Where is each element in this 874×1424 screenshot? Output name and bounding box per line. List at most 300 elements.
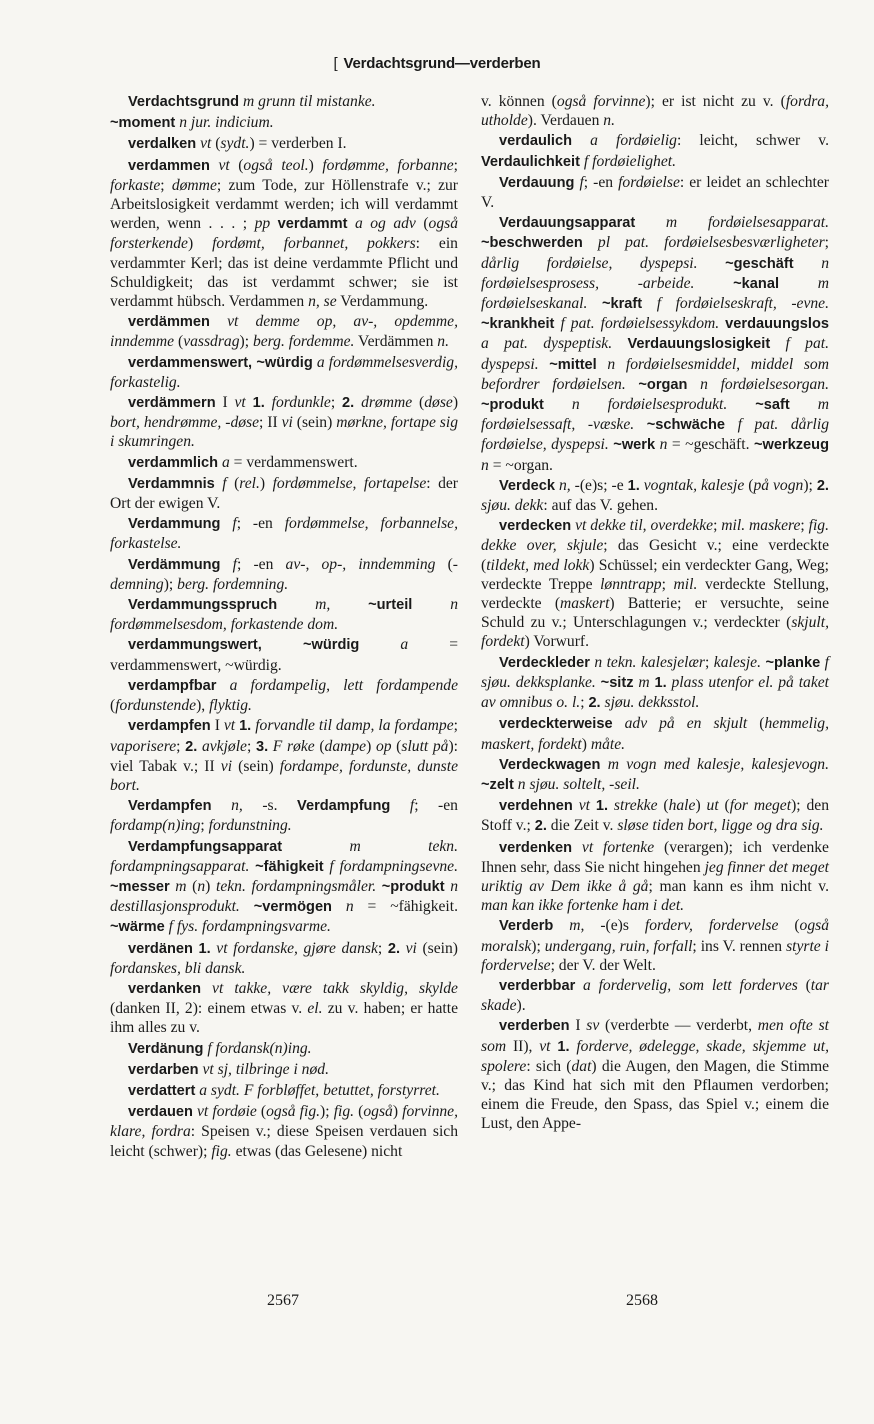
italic-text: strekke <box>613 797 658 815</box>
entry-text: : er leidet an schlechter V. <box>481 173 829 212</box>
entry-text <box>216 677 229 694</box>
italic-text: adv på en skjult <box>624 715 748 733</box>
italic-text: a fordømmelsesverdig, forkastelig. <box>110 353 458 391</box>
italic-text: n jur. indicium. <box>179 114 274 132</box>
entry-text <box>583 234 598 251</box>
italic-text: a <box>221 453 230 471</box>
dictionary-entry <box>110 1102 458 1161</box>
italic-text: hemmelig, maskert, fordekt <box>481 715 830 753</box>
entry-text <box>727 396 755 413</box>
headword: 1. <box>627 477 640 494</box>
italic-text: vt sj, tilbringe i nød. <box>202 1060 329 1078</box>
entry-text: ; <box>705 653 714 671</box>
italic-text: dat <box>571 1057 592 1075</box>
entry-text: ); <box>320 1103 334 1121</box>
headword: ~organ <box>638 376 688 393</box>
italic-text: fig. <box>211 1142 232 1160</box>
headword: ~krankheit <box>481 316 555 333</box>
entry-text: ; -en <box>236 515 285 533</box>
headword: 2. <box>534 818 547 835</box>
headword: Verdeckleder <box>499 654 590 671</box>
dictionary-entry <box>110 1039 458 1059</box>
italic-text: m tekn. fordampningsapparat. <box>110 837 458 875</box>
dictionary-entry <box>481 714 829 753</box>
italic-text: sløse tiden bort, ligge og dra sig. <box>617 817 824 835</box>
italic-text: n, se <box>308 293 337 311</box>
italic-text: n fordøielsesprodukt. <box>571 396 728 414</box>
italic-text: m fordøielsesapparat. <box>665 214 829 232</box>
headword: ~zelt <box>481 776 514 793</box>
italic-text: plass utenfor el. på taket av omnibus o. l. <box>481 673 829 712</box>
headword: verdampfen <box>128 718 211 735</box>
entry-text: (danken II, 2): einem etwas v. <box>110 1000 308 1018</box>
headword: 1. <box>252 395 265 412</box>
italic-text: sydt. <box>220 135 250 153</box>
entry-text <box>265 394 272 411</box>
entry-text <box>212 797 232 814</box>
italic-text: n <box>197 877 206 895</box>
headword: verdammlich <box>128 454 219 471</box>
headword: Verdammnis <box>128 475 215 492</box>
headword: ~mittel <box>549 356 597 373</box>
entry-text <box>725 416 738 433</box>
entry-text: Verdammung. <box>336 293 429 311</box>
italic-text: tildekt, med lokk <box>486 556 590 574</box>
italic-text: m vogn med kalesje, kalesjevogn. <box>607 755 830 773</box>
entry-text: (sein) <box>292 414 337 432</box>
dictionary-entry <box>110 939 458 978</box>
entry-text <box>201 980 212 997</box>
headword: ~produkt <box>381 878 445 895</box>
entry-text: : sich ( <box>526 1057 572 1075</box>
headword: Verdammung <box>128 516 221 533</box>
italic-text: f pat. fordøielsessykdom. <box>560 315 720 333</box>
italic-text: mørkne, fortape sig i skumringen. <box>110 414 458 451</box>
headword: verdänen <box>128 940 193 957</box>
italic-text: fordømt, forbannet, pokkers <box>212 235 416 253</box>
italic-text: måte. <box>590 735 626 753</box>
italic-text: m, <box>315 596 331 614</box>
headword: 1. <box>654 674 667 691</box>
italic-text: n sjøu. soltelt, -seil. <box>517 775 640 793</box>
headword: Verdeckwagen <box>499 756 601 773</box>
italic-text: styrte i fordervelse <box>481 937 829 974</box>
italic-text: fordunstende <box>115 697 197 715</box>
headword: ~geschäft <box>725 255 794 272</box>
italic-text: n fordømmelsesdom, forkastende dom. <box>110 596 458 634</box>
entry-text: ); er ist nicht zu v. ( <box>645 93 786 110</box>
dictionary-entry <box>110 979 458 1038</box>
entry-text: ; <box>824 234 829 252</box>
entry-text: ; <box>800 517 809 535</box>
italic-text: dømme <box>171 176 217 194</box>
italic-text: fordøielse <box>618 173 680 191</box>
italic-text: vt <box>234 394 246 412</box>
entry-text <box>332 898 346 915</box>
italic-text: hale <box>668 797 696 815</box>
headword: ~messer <box>110 878 170 895</box>
italic-text: mil. maskere <box>721 517 801 535</box>
headword: verdehnen <box>499 798 573 815</box>
entry-text: ( <box>256 1103 267 1121</box>
dictionary-entry <box>110 1060 458 1080</box>
italic-text: a fordervelig, som lett forderves <box>583 976 798 994</box>
entry-text <box>600 756 607 773</box>
entry-text: ; zum Tode, zur Höllenstrafe v.; zur Arbeitslosigkeit verdammt werden; ich will verdammt werden, wenn . . . ; <box>110 176 458 233</box>
italic-text: a <box>400 636 409 654</box>
entry-text: ); <box>531 937 545 955</box>
italic-text: berg. fordemning. <box>177 575 289 593</box>
italic-text: vt <box>200 135 212 153</box>
entry-text <box>539 356 550 373</box>
entry-text: (verargen); ich verdenke Ihnen sehr, dass Sie nicht hingehen <box>481 838 829 876</box>
headword: 2. <box>185 738 198 755</box>
entry-text: ( <box>657 797 669 815</box>
italic-text: tekn. fordampningsmåler. <box>216 877 377 895</box>
headword: ~urteil <box>368 597 413 614</box>
italic-text: fordømme, forbanne <box>322 156 454 174</box>
italic-text: f <box>222 474 227 492</box>
italic-text: tar skade <box>481 976 829 1015</box>
italic-text: vi <box>220 757 233 775</box>
dictionary-entry <box>110 134 458 154</box>
dictionary-entry <box>110 555 458 594</box>
headword: Verdauungsapparat <box>499 215 636 232</box>
entry-text: ) <box>392 1103 403 1121</box>
italic-text: f sjøu. dekksplanke. <box>481 653 829 691</box>
headword: Verdeck <box>499 477 555 494</box>
dictionary-entry <box>110 635 458 674</box>
italic-text: m, <box>569 917 585 935</box>
italic-text: man kan ikke fortenke ham i det. <box>481 897 685 915</box>
headword: 1. <box>198 940 211 957</box>
entry-text <box>359 636 400 653</box>
entry-text: : der Ort der ewigen V. <box>110 474 458 513</box>
headword: verdauen <box>128 1104 193 1121</box>
italic-text: n. <box>603 112 615 130</box>
headword: verdämmen <box>128 314 210 331</box>
entry-text: ; <box>377 939 388 957</box>
entry-text: : ein verdammter Kerl; das ist deine verdammte Pflicht und Schuldigkeit; das ist verdammt schwer; sie ist verdammt hübsch. Verdammen <box>110 235 458 311</box>
headword: verderben <box>499 1018 570 1035</box>
italic-text: på vogn <box>753 476 804 494</box>
entry-text <box>412 596 450 613</box>
italic-text: rel. <box>239 474 260 492</box>
headword: verdammenswert, ~würdig <box>128 354 313 371</box>
italic-text: ut <box>706 797 719 815</box>
entry-text: (sein) <box>416 939 458 957</box>
headword: verdarben <box>128 1061 199 1078</box>
italic-text: bort, hendrømme, -døse <box>110 414 260 432</box>
headword: verdauungslos <box>725 316 829 333</box>
headword: verdammungswert, ~würdig <box>128 637 360 654</box>
entry-text: ; <box>580 694 589 712</box>
italic-text: kalesje. <box>713 653 761 671</box>
entry-text: ): viel Tabak v.; II <box>110 737 459 775</box>
page-number-right: 2568 <box>626 1292 658 1309</box>
italic-text: fig. dekke over, skjule <box>481 517 830 555</box>
italic-text: vt fordanske, gjøre dansk <box>216 939 378 957</box>
headword: ~planke <box>765 654 821 671</box>
italic-text: a sydt. F forbløffet, betuttet, forstyrret. <box>199 1081 440 1099</box>
entry-text: -(e)s; -e <box>570 476 628 494</box>
italic-text: fordamp(n)ing <box>110 817 201 835</box>
italic-text: slutt på <box>401 737 449 755</box>
italic-text: av-, op-, inndemming <box>285 555 436 573</box>
headword: ~fähigkeit <box>255 858 324 875</box>
headword: verdammt <box>277 216 348 233</box>
italic-text: f fordøielighet. <box>583 152 676 170</box>
italic-text: el. <box>307 1000 323 1018</box>
header-title: Verdachtsgrund—verderben <box>343 55 541 72</box>
entry-text <box>240 898 254 915</box>
italic-text: fordra, utholde <box>481 93 830 130</box>
italic-text: vi <box>405 939 417 957</box>
italic-text: -demning <box>110 555 458 593</box>
italic-text: vt <box>218 156 230 174</box>
entry-text: ); den Stoff v.; <box>481 797 829 835</box>
italic-text: n <box>345 898 354 916</box>
headword: 2. <box>816 477 829 494</box>
entry-text: verdeckte Stellung, verdeckte ( <box>481 575 829 613</box>
entry-text <box>587 295 602 312</box>
entry-text <box>635 214 666 231</box>
entry-text: I <box>215 394 235 412</box>
entry-text: = verdammenswert, ~würdig. <box>110 636 458 674</box>
entry-text <box>270 215 278 232</box>
italic-text: vt takke, være takk skyldig, skylde <box>212 979 458 997</box>
entry-text: ) <box>581 735 591 753</box>
entry-text: ). Verdauen <box>527 112 604 130</box>
italic-text: f fordansk(n)ing. <box>207 1039 312 1057</box>
header-bracket: [ <box>333 55 338 72</box>
italic-text: n destillasjonsprodukt. <box>110 877 458 916</box>
entry-text <box>790 396 818 413</box>
italic-text: vt demme op, av-, opdemme, inndemme <box>110 313 458 351</box>
dictionary-entry <box>110 595 458 634</box>
italic-text: maskert <box>560 595 610 613</box>
entry-text: = ~fähigkeit. <box>353 898 458 916</box>
entry-text: : Speisen v.; diese Speisen verdauen sich leicht (schwer); <box>110 1123 459 1160</box>
entry-text: ; <box>330 394 343 412</box>
italic-text: drømme <box>361 394 413 412</box>
entry-text: ; -en <box>236 555 286 573</box>
headword: ~vermögen <box>253 899 332 916</box>
entry-text: = verdammenswert. <box>229 453 358 471</box>
running-header <box>0 55 874 72</box>
dictionary-entry <box>110 453 458 473</box>
headword: ~schwäche <box>646 417 726 434</box>
italic-text: a og adv <box>354 215 416 233</box>
italic-text: også teol. <box>243 156 309 174</box>
italic-text: forderve, ødelegge, skade, skjemme ut, spolere <box>481 1037 829 1075</box>
headword: 2. <box>387 940 400 957</box>
entry-text <box>634 416 647 433</box>
headword: 1. <box>595 798 609 815</box>
italic-text: n, <box>231 797 243 815</box>
entry-text: = ~geschäft. <box>667 436 754 454</box>
entry-text: ) Vorwurf. <box>524 633 589 651</box>
dictionary-entry <box>110 156 458 312</box>
entry-text <box>770 335 785 352</box>
italic-text: m <box>638 673 650 691</box>
entry-text: ) Batterie; er versuchte, seine Schuld zu v.; Unterschlagungen v.; verdeckter ( <box>481 595 829 632</box>
headword: verdanken <box>128 980 202 997</box>
italic-text: forvinne, klare, fordra <box>110 1103 458 1141</box>
entry-text: ) <box>695 797 707 815</box>
dictionary-entry <box>110 113 458 133</box>
entry-text <box>220 515 232 532</box>
entry-text: -s. <box>242 797 298 815</box>
entry-text: ) = verderben I. <box>249 135 347 153</box>
italic-text: også forsterkende <box>110 215 459 253</box>
dictionary-entry <box>110 837 458 938</box>
italic-text: vt dekke til, overdekke <box>575 517 714 535</box>
dictionary-entry <box>110 312 458 351</box>
italic-text: også moralsk <box>481 917 829 955</box>
entry-text: ( <box>778 917 800 935</box>
headword: Verdaulichkeit <box>481 153 580 170</box>
italic-text: forkaste <box>110 176 161 194</box>
headword: ~wärme <box>110 919 165 936</box>
headword: verdenken <box>499 839 573 856</box>
headword: verdeckterweise <box>499 716 613 733</box>
entry-text: ) <box>187 235 213 253</box>
headword: 3. <box>255 738 269 755</box>
entry-text: = ~organ. <box>488 456 553 474</box>
italic-text: f fordampningsevne. <box>329 857 458 875</box>
entry-text <box>612 335 627 352</box>
entry-text <box>572 839 582 856</box>
italic-text: undergang, ruin, forfall <box>544 937 693 955</box>
italic-text: a pat. dyspeptisk. <box>481 335 613 353</box>
italic-text: n tekn. kalesjelær <box>594 653 705 671</box>
entry-text <box>246 394 253 411</box>
headword: verderbbar <box>499 977 576 994</box>
entry-text: -(e)s <box>584 917 645 935</box>
dictionary-entry <box>481 476 829 515</box>
headword: ~werk <box>613 437 656 454</box>
entry-text: v. können ( <box>481 93 557 110</box>
italic-text: fordampe, fordunste, dunste bort. <box>110 757 458 794</box>
entry-text: ( <box>226 474 240 492</box>
dictionary-entry <box>481 1016 829 1133</box>
entry-text: ( <box>229 156 244 174</box>
italic-text: vt fordøie <box>197 1103 257 1121</box>
dictionary-entry <box>110 474 458 513</box>
dictionary-entry <box>481 796 829 836</box>
entry-text <box>575 977 583 994</box>
entry-text <box>277 596 315 613</box>
entry-text: ; <box>453 717 458 735</box>
headword: ~saft <box>755 397 790 414</box>
left-column <box>110 92 458 1162</box>
dictionary-entry <box>110 514 458 553</box>
entry-text: ; II <box>259 414 282 432</box>
italic-text: n. <box>437 333 449 351</box>
headword: verdalken <box>128 136 197 153</box>
right-column <box>481 92 829 1135</box>
italic-text: f fys. fordampningsvarme. <box>168 918 331 936</box>
italic-text: men ofte st som <box>481 1017 829 1055</box>
dictionary-entry <box>110 796 458 835</box>
entry-text: ), <box>196 697 210 715</box>
entry-text: ( <box>174 333 184 351</box>
italic-text: flyktig. <box>209 697 252 715</box>
entry-text <box>613 715 625 732</box>
entry-text: ( <box>412 394 425 412</box>
italic-text: vt <box>223 717 236 735</box>
entry-text: ); <box>163 575 178 593</box>
headword: Verderb <box>499 918 554 935</box>
entry-text <box>544 396 572 413</box>
entry-text <box>687 376 700 393</box>
entry-text: (verderbte — verderbt, <box>599 1017 758 1035</box>
entry-text <box>597 356 608 373</box>
entry-text <box>698 255 726 272</box>
italic-text: vi <box>281 414 293 432</box>
dictionary-entry <box>110 393 458 452</box>
entry-text <box>779 275 818 292</box>
headword: Verdämmung <box>128 556 221 573</box>
italic-text: a fordøielig <box>590 132 677 150</box>
italic-text: skjult, fordekt <box>481 614 829 651</box>
italic-text: vt <box>578 797 590 815</box>
entry-text: ; <box>176 737 186 755</box>
italic-text: f fordøielseskraft, -evne. <box>656 295 829 313</box>
entry-text <box>642 295 657 312</box>
italic-text: f pat. dårlig fordøielse, dyspepsi. <box>481 416 829 454</box>
entry-text <box>282 838 349 855</box>
entry-text: ( <box>314 737 325 755</box>
headword: 2. <box>588 695 601 712</box>
entry-text: I <box>210 717 224 735</box>
dictionary-entry <box>110 1081 458 1101</box>
italic-text: fordunstning. <box>208 817 292 835</box>
italic-text: f <box>232 555 237 573</box>
italic-text: n <box>659 436 668 454</box>
entry-text: ( <box>797 976 811 994</box>
italic-text: sjøu. dekksstol. <box>604 694 700 712</box>
page-number-left: 2567 <box>267 1292 299 1309</box>
entry-text: ); <box>803 476 817 494</box>
entry-text: zu v. haben; er hatte ihm alles zu v. <box>110 1000 458 1037</box>
headword: 1. <box>557 1038 570 1055</box>
headword: verdammen <box>128 157 210 174</box>
italic-text: døse <box>424 394 453 412</box>
entry-text: ( <box>186 877 198 895</box>
entry-text: ( <box>354 1103 364 1121</box>
entry-text: ; <box>453 156 459 174</box>
entry-text <box>330 596 368 613</box>
entry-text: ( <box>110 697 116 715</box>
italic-text: m <box>175 877 187 895</box>
headword: Verdammungsspruch <box>128 597 278 614</box>
entry-text <box>694 275 733 292</box>
italic-text: mil. <box>673 575 698 593</box>
dictionary-entry <box>110 676 458 715</box>
italic-text: dårlig fordøielse, dyspepsi. <box>481 254 698 272</box>
entry-text: : leicht, schwer v. <box>676 132 829 150</box>
entry-text: ; das Gesicht v.; eine verdeckte ( <box>481 537 829 574</box>
entry-text: ) <box>259 474 273 492</box>
entry-text: ( <box>744 476 754 494</box>
entry-text: ; -en <box>583 173 619 191</box>
entry-text: ) <box>366 737 376 755</box>
italic-text: fordømmelse, forbannelse, forkastelse. <box>110 515 458 553</box>
italic-text: forvandle til damp, la fordampe <box>255 717 454 735</box>
dictionary-entry <box>481 92 829 130</box>
